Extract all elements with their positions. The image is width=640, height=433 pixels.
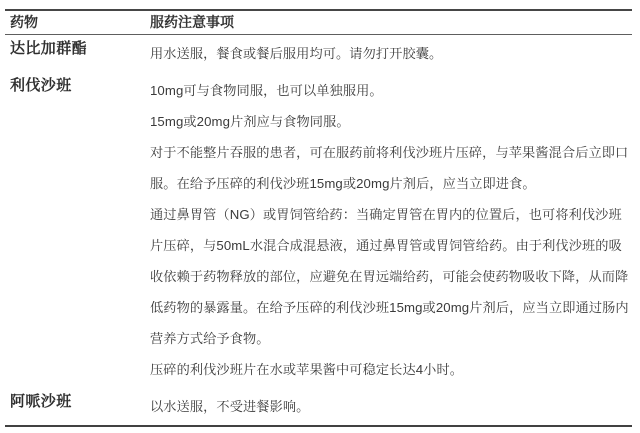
note-paragraph: 对于不能整片吞服的患者，可在服药前将利伐沙班片压碎，与苹果酱混合后立即口服。在给予压碎的利伐沙班15mg或20mg片剂后，应当立即进食。 — [150, 145, 629, 191]
note-paragraph: 10mg可与食物同服，也可以单独服用。 — [150, 83, 383, 98]
note-paragraph: 用水送服，餐食或餐后服用均可。请勿打开胶囊。 — [150, 46, 443, 61]
table-row — [5, 388, 632, 425]
column-header-drug: 药物 — [10, 14, 38, 30]
drug-name: 达比加群酯 — [10, 40, 88, 57]
drug-name: 利伐沙班 — [10, 77, 72, 94]
note-paragraph: 压碎的利伐沙班片在水或苹果酱中可稳定长达4小时。 — [150, 362, 464, 377]
drug-notes — [150, 75, 632, 385]
table-row — [5, 35, 632, 72]
medication-precautions-table — [5, 9, 632, 427]
drug-notes — [150, 38, 632, 69]
drug-notes — [150, 391, 632, 422]
note-paragraph: 15mg或20mg片剂应与食物同服。 — [150, 114, 350, 129]
note-paragraph: 以水送服，不受进餐影响。 — [150, 399, 310, 414]
column-header-notes: 服药注意事项 — [150, 14, 234, 30]
table-row — [5, 72, 632, 388]
note-paragraph: 通过鼻胃管（NG）或胃饲管给药：当确定胃管在胃内的位置后，也可将利伐沙班片压碎，与50mL水混合成混悬液，通过鼻胃管或胃饲管给药。由于利伐沙班的吸收依赖于药物释放的部位，应避免在胃远端给药，可能会使药物吸收下降，从而降低药物的暴露量。在给予压碎的利伐沙班15mg或20mg片剂后，应当立即通过肠内营养方式给予食物。 — [150, 207, 629, 346]
drug-name: 阿哌沙班 — [10, 393, 72, 410]
table-header-row — [5, 11, 632, 35]
